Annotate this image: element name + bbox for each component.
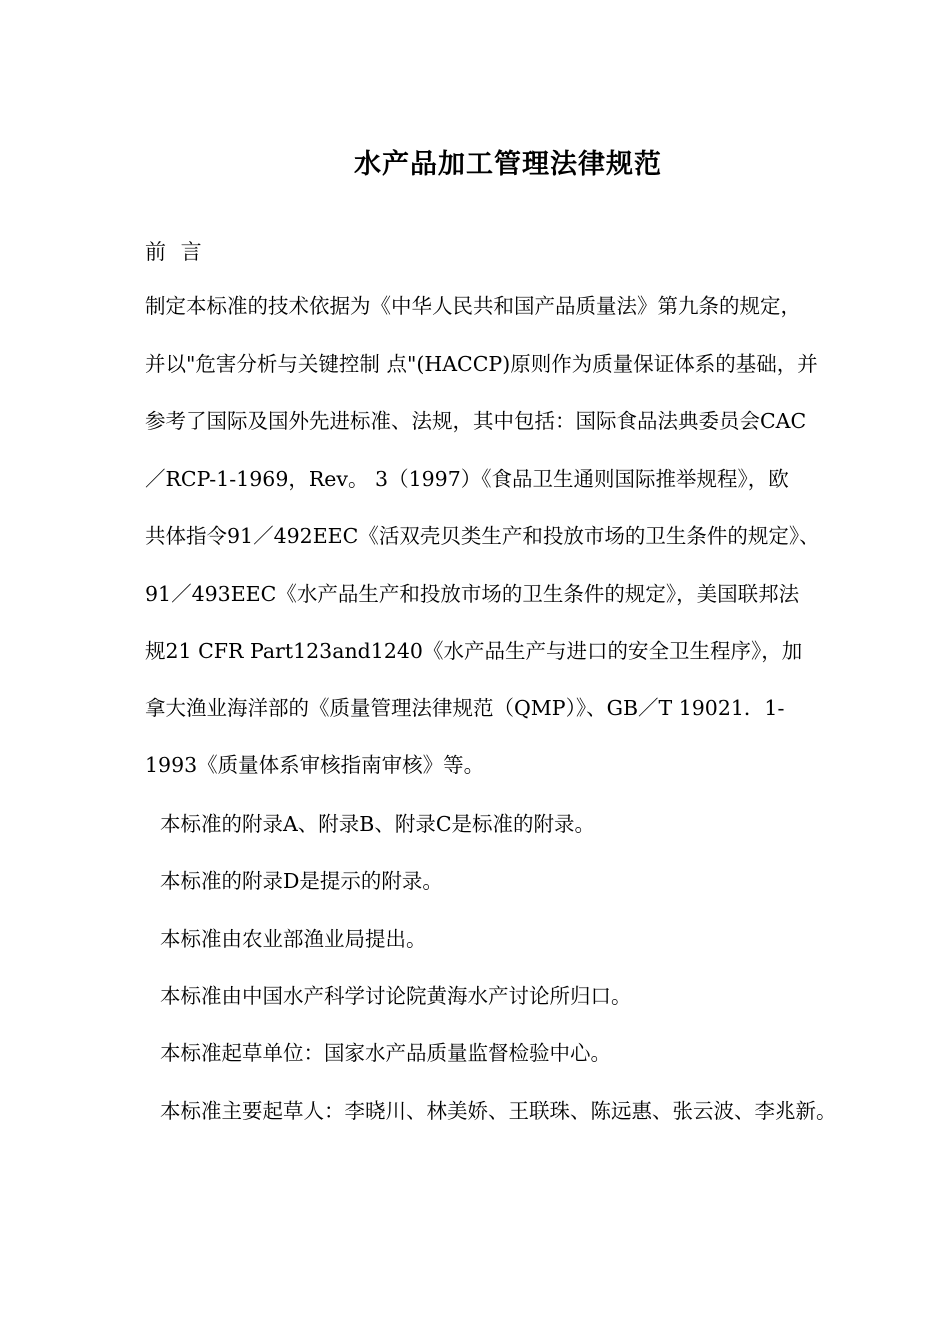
body-line: 91／493EEC《水产品生产和投放市场的卫生条件的规定》，美国联邦法 [145,582,800,606]
note-line: 本标准的附录A、附录B、附录C是标准的附录。 [160,812,596,836]
note-line: 本标准由农业部渔业局提出。 [160,927,427,951]
note-line: 本标准由中国水产科学讨论院黄海水产讨论所归口。 [160,984,632,1008]
note-line: 本标准起草单位：国家水产品质量监督检验中心。 [160,1041,611,1065]
body-line: 拿大渔业海洋部的《质量管理法律规范（QMP）》、GB／T 19021．1- [145,696,785,720]
body-line: 参考了国际及国外先进标准、法规，其中包括：国际食品法典委员会CAC [145,409,807,433]
note-line: 本标准主要起草人：李晓川、林美娇、王联珠、陈远惠、张云波、李兆新。 [160,1099,837,1123]
body-line: 规21 CFR Part123and1240《水产品生产与进口的安全卫生程序》，加 [145,639,803,663]
body-line: 1993《质量体系审核指南审核》等。 [145,753,485,777]
preface-heading: 前 言 [145,240,206,264]
body-line: 制定本标准的技术依据为《中华人民共和国产品质量法》第九条的规定， [145,294,801,318]
note-line: 本标准的附录D是提示的附录。 [160,869,443,893]
body-line: 共体指令91／492EEC《活双壳贝类生产和投放市场的卫生条件的规定》、 [145,524,820,548]
body-line: ／RCP-1-1969，Rev。 3（1997）《食品卫生通则国际推举规程》，欧 [145,467,789,491]
document-title: 水产品加工管理法律规范 [354,149,662,180]
body-line: 并以"危害分析与关键控制 点"(HACCP)原则作为质量保证体系的基础，并 [145,352,818,376]
